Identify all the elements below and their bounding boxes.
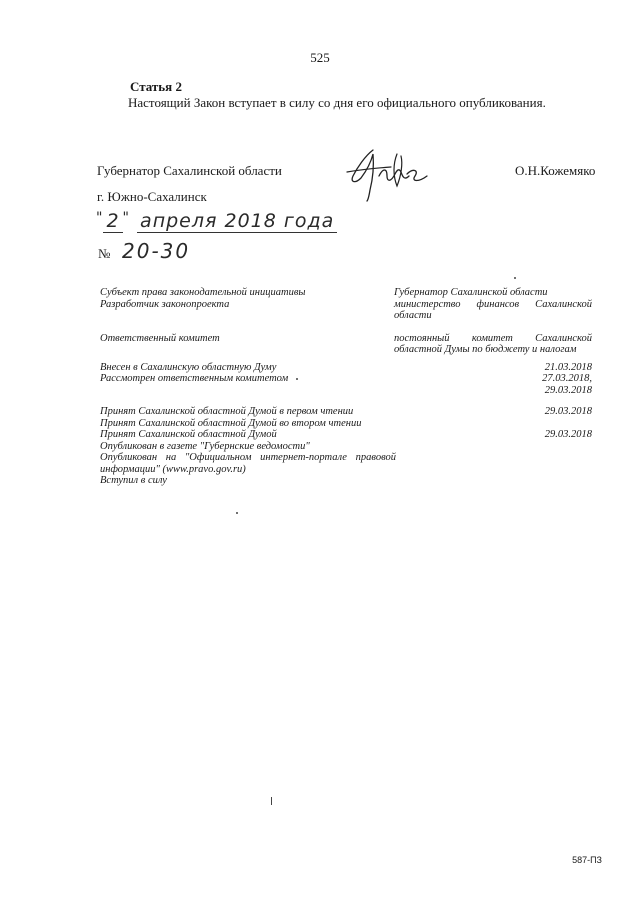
- scan-speck: [296, 378, 298, 380]
- scan-speck: [514, 277, 516, 279]
- date-day: 2: [103, 210, 122, 233]
- committee-label: Ответственный комитет: [100, 332, 220, 344]
- committee-value-line1: постоянный комитет Сахалинской: [394, 332, 592, 344]
- gazette-label: Опубликован в газете "Губернские ведомости": [100, 440, 310, 452]
- second-reading-label: Принят Сахалинской областной Думой во втором чтении: [100, 417, 362, 429]
- table-row: [100, 333, 592, 362]
- table-row: [100, 287, 592, 299]
- date-quote-close: ": [122, 210, 130, 226]
- signer-position: Губернатор Сахалинской области: [97, 163, 282, 178]
- scan-speck: [271, 797, 272, 805]
- reviewed-label: Рассмотрен ответственным комитетом: [100, 373, 289, 384]
- table-row: [100, 475, 592, 487]
- date-quote-open: ": [96, 210, 104, 226]
- document-number: 20-30: [122, 239, 191, 263]
- committee-value-line2: областной Думы по бюджету и налогам: [394, 344, 577, 355]
- scan-speck: [236, 512, 238, 514]
- article-title: Статья 2: [130, 79, 182, 94]
- handwritten-signature: [343, 146, 433, 202]
- portal-label: Опубликован на "Официальном интернет-портале правовой информации" (www.pravo.gov.ru): [100, 452, 396, 475]
- developer-label: Разработчик законопроекта: [100, 298, 230, 310]
- document-code: 587-ПЗ: [572, 855, 602, 865]
- reviewed-value-line1: 27.03.2018,: [542, 373, 592, 384]
- table-row: [100, 418, 592, 430]
- table-row: [100, 299, 592, 333]
- date-month-year: апреля 2018 года: [137, 210, 337, 233]
- effective-label: Вступил в силу: [100, 475, 167, 486]
- city: г. Южно-Сахалинск: [97, 189, 207, 204]
- adopted-value: 29.03.2018: [544, 429, 592, 440]
- table-row: [100, 362, 592, 374]
- first-reading-value: 29.03.2018: [544, 406, 592, 417]
- developer-value-line1: министерство финансов Сахалинской: [394, 298, 592, 310]
- subject-value: Губернатор Сахалинской области: [394, 287, 548, 298]
- first-reading-label: Принят Сахалинской областной Думой в первом чтении: [100, 406, 354, 417]
- number-label: №: [98, 246, 111, 261]
- handwritten-date: [96, 210, 337, 232]
- submitted-label: Внесен в Сахалинскую областную Думу: [100, 361, 277, 373]
- signer-name: О.Н.Кожемяко: [515, 163, 596, 178]
- table-row: [100, 452, 592, 475]
- developer-value-line2: области: [394, 310, 432, 321]
- table-row: [100, 441, 592, 453]
- article-text: Настоящий Закон вступает в силу со дня его официального опубликования.: [128, 95, 546, 110]
- subject-label: Субъект права законодательной инициативы: [100, 287, 306, 298]
- table-row: [100, 429, 592, 441]
- table-row: [100, 373, 592, 406]
- reviewed-value-line2: 29.03.2018: [544, 384, 592, 396]
- page-number: 525: [310, 50, 330, 65]
- legislative-info-table: [100, 287, 592, 487]
- table-row: [100, 406, 592, 418]
- adopted-label: Принят Сахалинской областной Думой: [100, 429, 277, 440]
- submitted-value: 21.03.2018: [544, 361, 592, 373]
